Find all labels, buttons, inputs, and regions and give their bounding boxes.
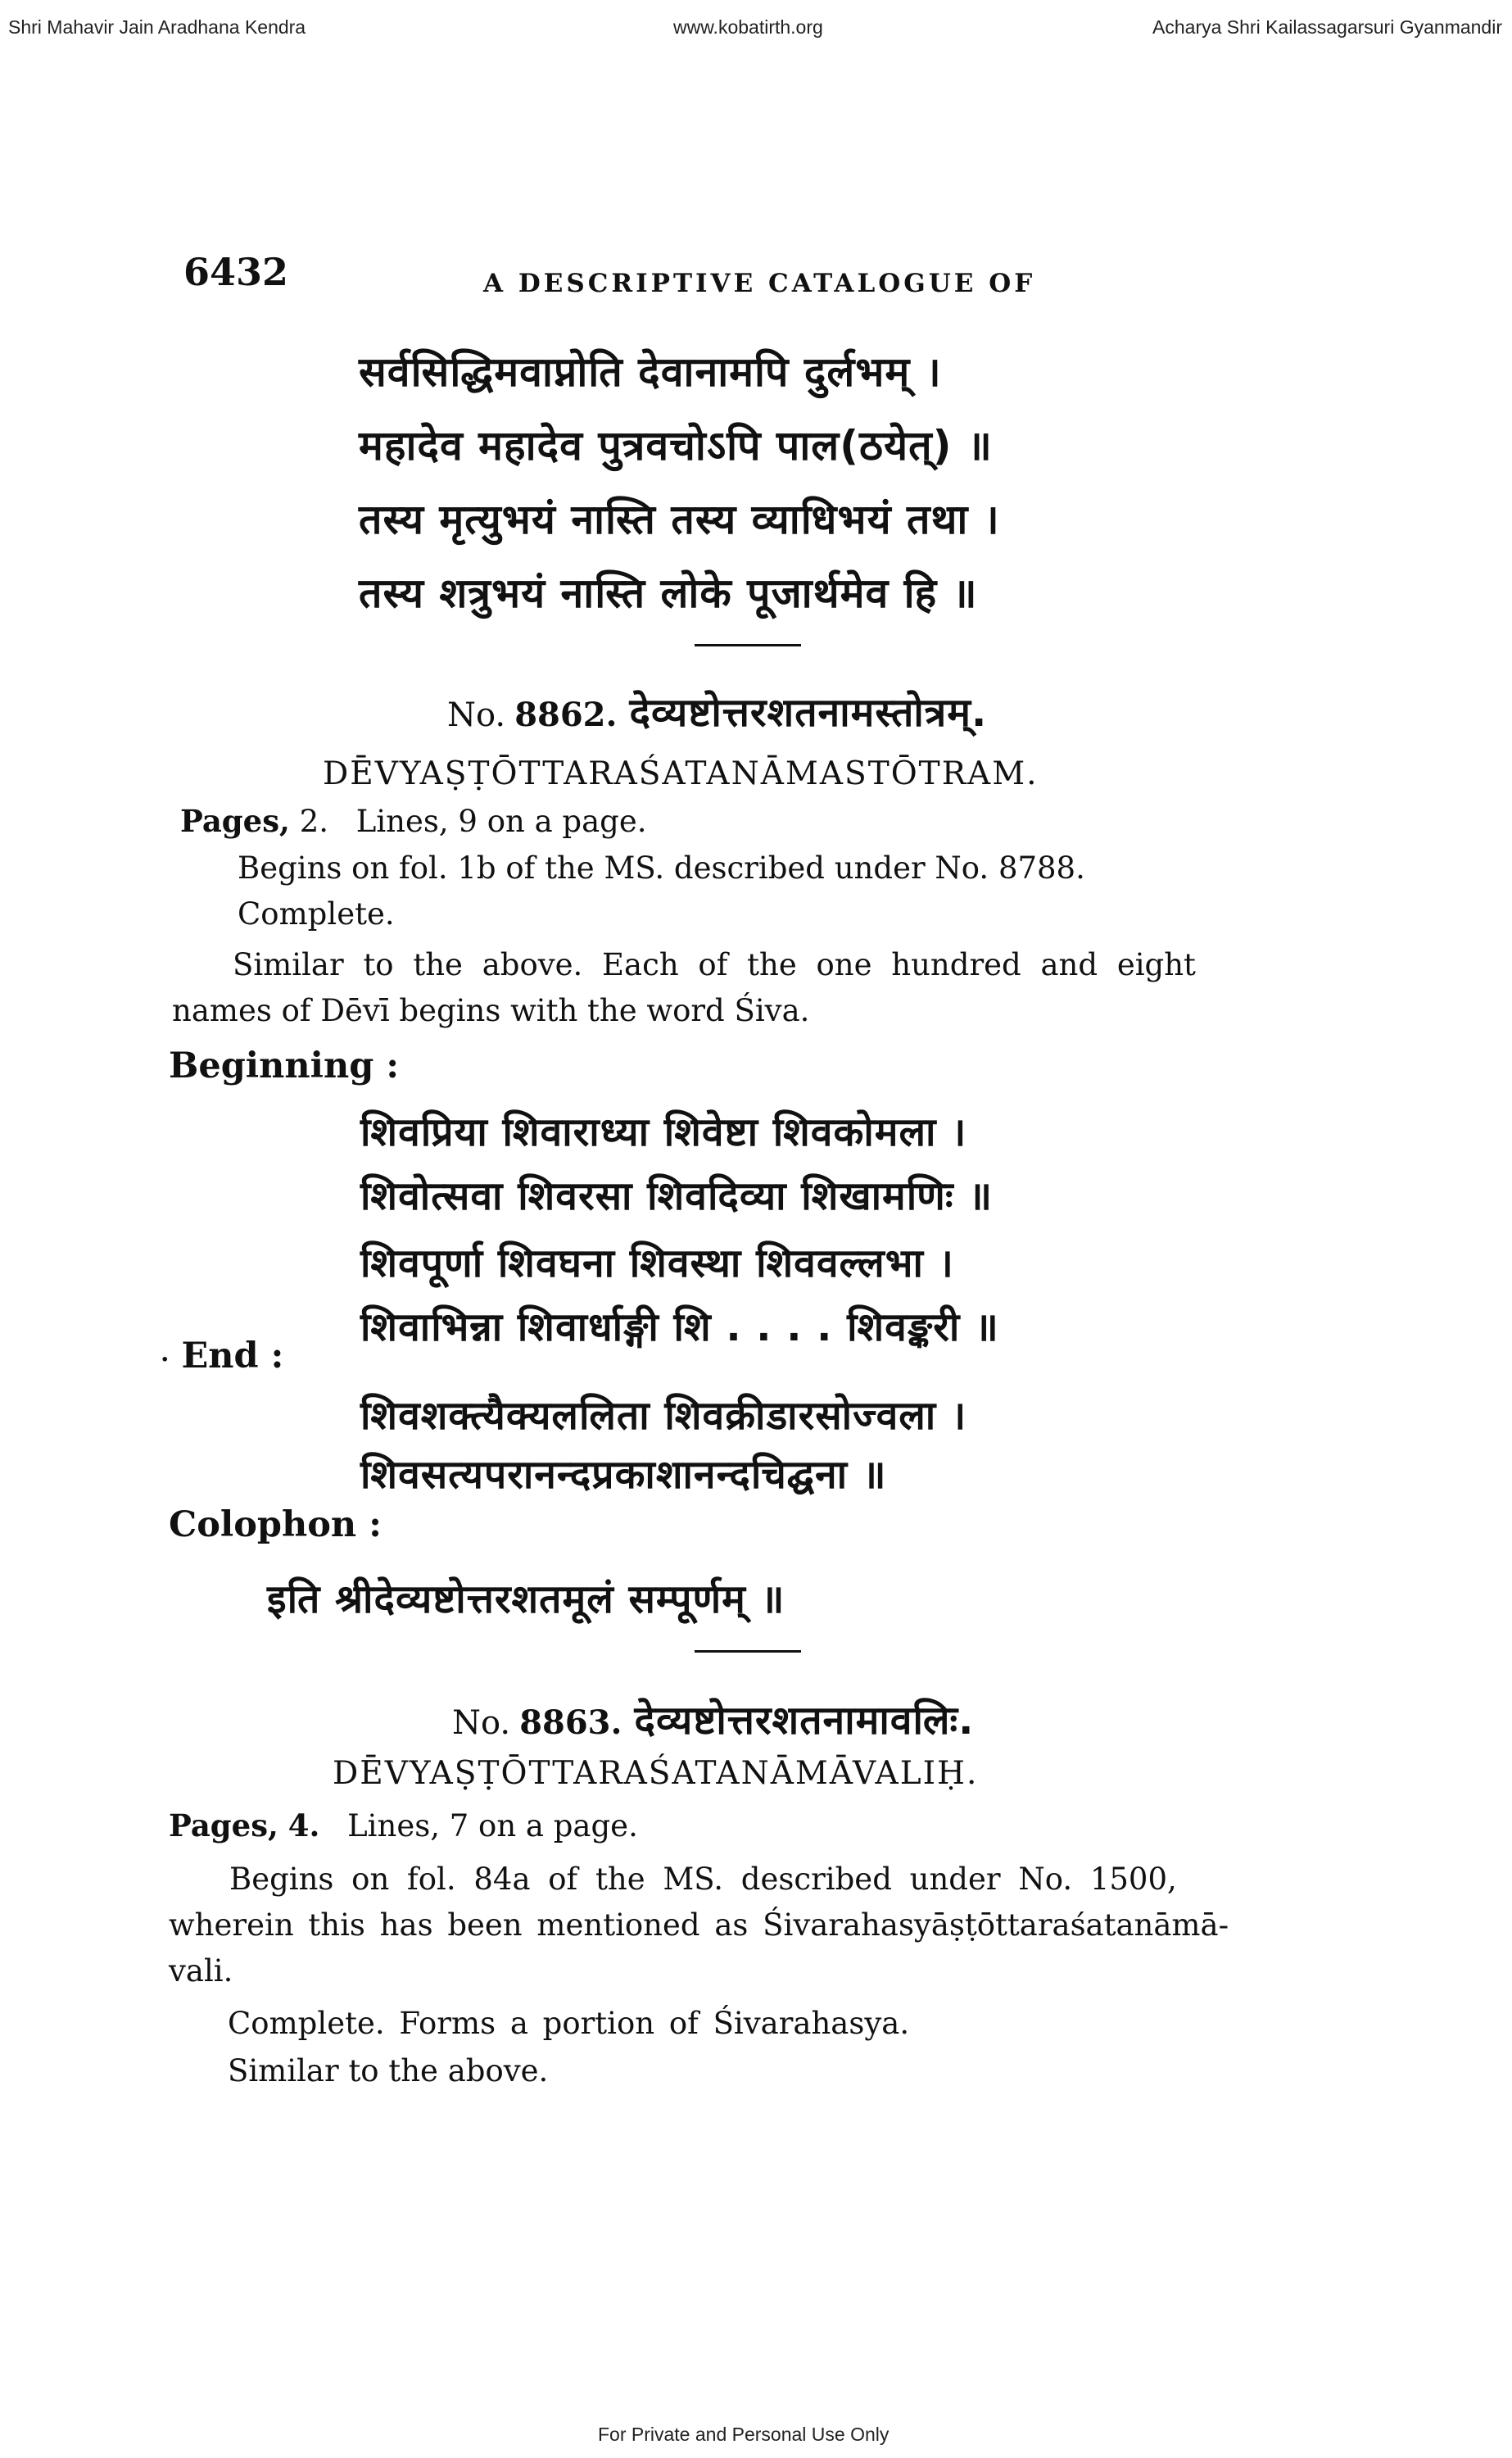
end-label-text: End : <box>181 1336 284 1376</box>
entry-begins-line: vali. <box>169 1953 233 1989</box>
beginning-verse-line: शिवपूर्णा शिवघना शिवस्था शिववल्लभा । <box>360 1240 954 1286</box>
entry-pages-lines <box>180 803 647 839</box>
beginning-verse-line: शिवप्रिया शिवाराध्या शिवेष्टा शिवकोमला । <box>360 1109 967 1155</box>
pages-label: Pages, <box>169 1807 278 1844</box>
header-left-text: Shri Mahavir Jain Aradhana Kendra <box>8 16 306 38</box>
section-divider <box>695 1650 801 1653</box>
section-divider <box>695 644 801 646</box>
opening-verse-line: तस्य शत्रुभयं नास्ति लोके पूजार्थमेव हि ॥ <box>359 569 978 617</box>
entry-description-line: names of Dēvī begins with the word Śiva. <box>172 993 810 1028</box>
entry-roman-title: DĒVYAṢṬŌTTARAŚATANĀMASTŌTRAM. <box>323 755 1039 792</box>
header-right-text: Acharya Shri Kailassagarsuri Gyanmandir <box>1152 16 1502 38</box>
beginning-verse-line: शिवोत्सवा शिवरसा शिवदिव्या शिखामणिः ॥ <box>360 1173 994 1219</box>
opening-verse-line: महादेव महादेव पुत्रवचोऽपि पाल(ठयेत्) ॥ <box>359 422 993 469</box>
entry-similar: Similar to the above. <box>228 2053 549 2088</box>
lines-info: Lines, 7 on a page. <box>347 1808 638 1844</box>
colophon-text: इति श्रीदेव्यष्टोत्तरशतमूलं सम्पूर्णम् ॥ <box>267 1576 785 1622</box>
opening-verse-line: तस्य मृत्युभयं नास्ति तस्य व्याधिभयं तथा । <box>359 496 1000 543</box>
entry-roman-title: DĒVYAṢṬŌTTARAŚATANĀMĀVALIḤ. <box>333 1755 979 1792</box>
opening-verse-line: सर्वसिद्धिमवाप्नोति देवानामपि दुर्लभम् । <box>359 348 942 396</box>
entry-sanskrit-title: देव्यष्टोत्तरशतनामावलिः. <box>634 1698 975 1744</box>
entry-number: 8862. <box>514 696 618 734</box>
page-number: 6432 <box>183 250 289 294</box>
entry-no-prefix: No. <box>452 1704 511 1742</box>
lines-info: Lines, 9 on a page. <box>355 804 647 839</box>
beginning-verse-line: शिवाभिन्ना शिवार्धाङ्गी शि . . . . शिवङ्करी ॥ <box>360 1304 999 1350</box>
pages-value: 2. <box>299 804 329 839</box>
pages-value: 4. <box>287 1807 320 1844</box>
colophon-label: Colophon : <box>169 1504 383 1545</box>
pages-label: Pages, <box>180 803 290 839</box>
entry-begins-line: wherein this has been mentioned as Śivarahasyāṣṭōttaraśatanāmā- <box>169 1907 1229 1943</box>
beginning-label: Beginning : <box>169 1045 400 1086</box>
end-label: · End : <box>161 1336 284 1376</box>
end-verse-line: शिवसत्यपरानन्दप्रकाशानन्दचिद्घना ॥ <box>360 1452 887 1498</box>
entry-status: Complete. Forms a portion of Śivarahasya. <box>228 2006 910 2041</box>
entry-status: Complete. <box>238 896 395 932</box>
footer-text: For Private and Personal Use Only <box>598 2424 890 2445</box>
header-center-url[interactable]: www.kobatirth.org <box>673 16 823 38</box>
entry-begins-line: Begins on fol. 84a of the MS. described under No. 1500, <box>229 1862 1177 1897</box>
entry-no-prefix: No. <box>447 696 506 734</box>
running-title: A DESCRIPTIVE CATALOGUE OF <box>483 269 1036 298</box>
entry-pages-lines <box>169 1807 638 1844</box>
entry-heading <box>452 1693 974 1746</box>
entry-number: 8863. <box>519 1703 622 1742</box>
end-verse-line: शिवशक्त्यैक्यललिता शिवक्रीडारसोज्वला । <box>360 1393 967 1439</box>
entry-heading <box>447 685 987 738</box>
entry-sanskrit-title: देव्यष्टोत्तरशतनामस्तोत्रम्. <box>629 690 988 736</box>
entry-description-line: Similar to the above. Each of the one hundred and eight <box>233 947 1196 982</box>
entry-begins: Begins on fol. 1b of the MS. described under No. 8788. <box>238 850 1085 886</box>
